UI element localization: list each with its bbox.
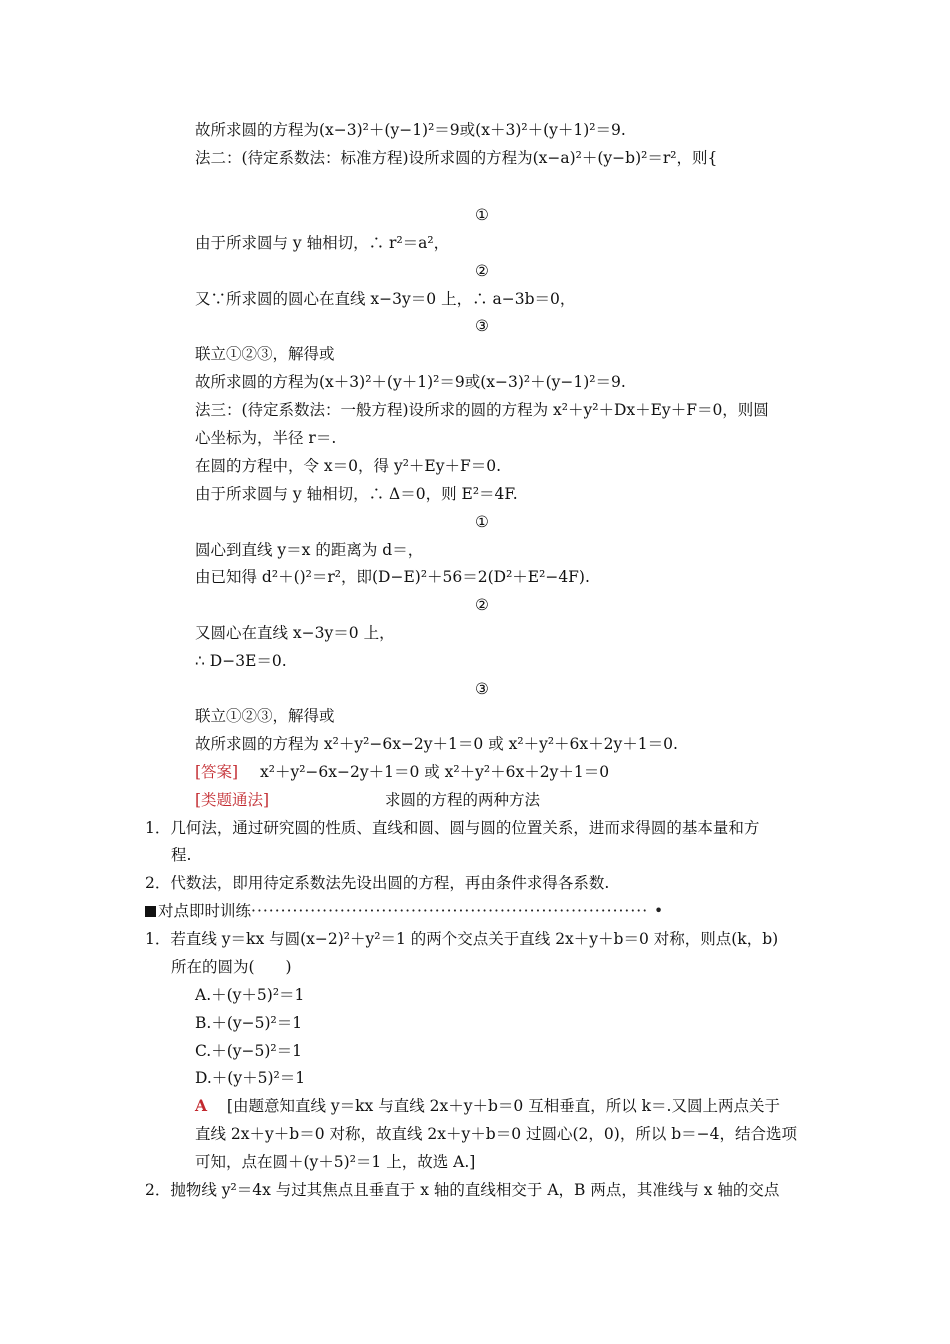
- solution-line: ∴ D−3E＝0.: [195, 652, 287, 670]
- solution-line: 又∵所求圆的圆心在直线 x−3y＝0 上，∴ a−3b＝0，: [195, 290, 576, 308]
- solution-line: 联立①②③，解得或: [195, 707, 335, 725]
- answer-text: x²＋y²−6x−2y＋1＝0 或 x²＋y²＋6x＋2y＋1＝0: [259, 763, 610, 781]
- equation-number: ③: [475, 680, 489, 698]
- explanation-line: 直线 2x＋y＋b＝0 对称，故直线 2x＋y＋b＝0 过圆心(2，0)，所以 b＝−4，结合选项: [195, 1125, 798, 1143]
- equation-number: ①: [475, 513, 489, 531]
- solution-line: 圆心到直线 y＝x 的距离为 d＝，: [195, 541, 424, 559]
- answer-line: [195, 762, 609, 782]
- training-header: [145, 901, 664, 921]
- solution-line: 又圆心在直线 x−3y＝0 上，: [195, 624, 395, 642]
- equation-number: ①: [475, 206, 489, 224]
- dotted-leader: ··································································· •: [251, 902, 665, 920]
- option-b: B.＋(y−5)²＝1: [195, 1014, 303, 1032]
- answer-tag: [答案]: [195, 763, 239, 781]
- option-d: D.＋(y＋5)²＝1: [195, 1069, 306, 1087]
- equation-number: ②: [475, 596, 489, 614]
- method-item: 1．几何法，通过研究圆的性质、直线和圆、圆与圆的位置关系，进而求得圆的基本量和方: [145, 819, 760, 837]
- method-heading: [195, 790, 540, 810]
- solution-line: 由已知得 d²＋()²＝r²，即(D−E)²＋56＝2(D²＋E²−4F).: [195, 568, 590, 586]
- explanation-line: [195, 1096, 780, 1116]
- option-a: A.＋(y＋5)²＝1: [195, 986, 305, 1004]
- solution-line: 故所求圆的方程为 x²＋y²−6x−2y＋1＝0 或 x²＋y²＋6x＋2y＋1＝0.: [195, 735, 678, 753]
- explanation-text: [由题意知直线 y＝kx 与直线 2x＋y＋b＝0 互相垂直，所以 k＝.又圆上两点关于: [226, 1097, 780, 1115]
- solution-line: 由于所求圆与 y 轴相切，∴ r²＝a²，: [195, 234, 450, 252]
- question-stem: 1．若直线 y＝kx 与圆(x−2)²＋y²＝1 的两个交点关于直线 2x＋y＋b＝0 对称，则点(k，b): [145, 930, 779, 948]
- equation-number: ③: [475, 317, 489, 335]
- square-bullet-icon: [145, 906, 156, 917]
- solution-line: 在圆的方程中，令 x＝0，得 y²＋Ey＋F＝0.: [195, 457, 502, 475]
- method-tag: [类题通法]: [195, 791, 270, 809]
- explanation-line: 可知，点在圆＋(y＋5)²＝1 上，故选 A.]: [195, 1153, 476, 1171]
- solution-line: 法二：(待定系数法：标准方程)设所求圆的方程为(x−a)²＋(y−b)²＝r²，则{: [195, 149, 718, 167]
- solution-line: 法三：(待定系数法：一般方程)设所求的圆的方程为 x²＋y²＋Dx＋Ey＋F＝0，则圆: [195, 401, 769, 419]
- question-stem: 2．抛物线 y²＝4x 与过其焦点且垂直于 x 轴的直线相交于 A，B 两点，其准线与 x 轴的交点: [145, 1181, 780, 1199]
- option-c: C.＋(y−5)²＝1: [195, 1042, 303, 1060]
- equation-number: ②: [475, 262, 489, 280]
- solution-line: 故所求圆的方程为(x−3)²＋(y−1)²＝9或(x＋3)²＋(y＋1)²＝9.: [195, 121, 626, 139]
- solution-line: 故所求圆的方程为(x＋3)²＋(y＋1)²＝9或(x−3)²＋(y−1)²＝9.: [195, 373, 626, 391]
- solution-line: 心坐标为，半径 r＝.: [195, 429, 337, 447]
- training-title: 对点即时训练: [158, 902, 252, 920]
- question-stem-continuation: 所在的圆为( ): [171, 958, 292, 976]
- solution-line: 由于所求圆与 y 轴相切，∴ Δ＝0，则 E²＝4F.: [195, 485, 518, 503]
- method-title: 求圆的方程的两种方法: [384, 791, 540, 809]
- method-item-continuation: 程.: [171, 846, 192, 864]
- solution-line: 联立①②③，解得或: [195, 345, 335, 363]
- answer-letter: A: [195, 1096, 208, 1115]
- method-item: 2．代数法，即用待定系数法先设出圆的方程，再由条件求得各系数.: [145, 874, 610, 892]
